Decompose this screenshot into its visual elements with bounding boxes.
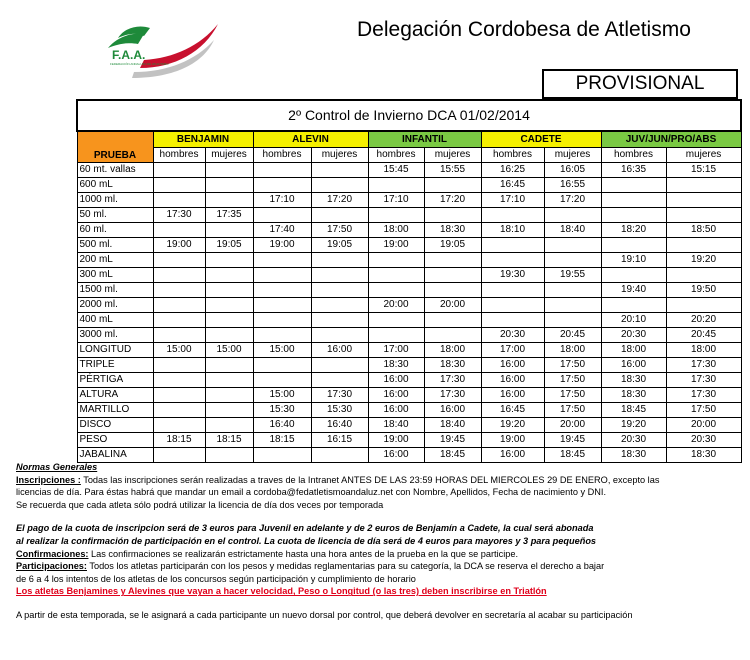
time-cell	[424, 207, 481, 222]
logo-subtext: FEDERACIÓN ANDALUZA DE ATLETISMO	[110, 62, 169, 66]
time-cell: 19:20	[666, 252, 741, 267]
time-cell	[205, 222, 253, 237]
table-row	[77, 387, 741, 402]
table-row	[77, 267, 741, 282]
time-cell: 15:30	[253, 402, 311, 417]
time-cell: 17:50	[544, 372, 601, 387]
time-cell: 15:00	[253, 387, 311, 402]
time-cell: 17:50	[544, 387, 601, 402]
sub-header-hombres: hombres	[368, 147, 424, 162]
time-cell: 18:30	[601, 447, 666, 462]
time-cell	[205, 162, 253, 177]
time-cell: 16:05	[544, 162, 601, 177]
time-cell: 18:40	[368, 417, 424, 432]
time-cell: 15:00	[205, 342, 253, 357]
time-cell	[253, 372, 311, 387]
time-cell: 16:00	[368, 447, 424, 462]
time-cell	[601, 237, 666, 252]
time-cell: 16:40	[311, 417, 368, 432]
event-name: PÉRTIGA	[77, 372, 153, 387]
time-cell: 20:10	[601, 312, 666, 327]
time-cell: 16:00	[481, 357, 544, 372]
table-row	[77, 402, 741, 417]
time-cell: 15:00	[153, 342, 205, 357]
time-cell: 17:20	[424, 192, 481, 207]
event-name: 1000 ml.	[77, 192, 153, 207]
time-cell	[153, 297, 205, 312]
time-cell: 15:45	[368, 162, 424, 177]
event-name: ALTURA	[77, 387, 153, 402]
pago-line1: El pago de la cuota de inscripcion será de 3 euros para Juvenil en adelante y de 2 euros de Benjamín a Cadete, la cual será abonada	[16, 523, 594, 534]
table-row	[77, 447, 741, 462]
category-alevin: ALEVIN	[253, 131, 368, 147]
time-cell: 18:00	[601, 342, 666, 357]
event-name: PESO	[77, 432, 153, 447]
category-benjamin: BENJAMIN	[153, 131, 253, 147]
time-cell	[544, 207, 601, 222]
time-cell: 16:25	[481, 162, 544, 177]
event-name: DISCO	[77, 417, 153, 432]
event-name: MARTILLO	[77, 402, 153, 417]
time-cell: 18:15	[205, 432, 253, 447]
time-cell: 17:50	[311, 222, 368, 237]
faa-logo	[104, 18, 220, 88]
time-cell	[153, 327, 205, 342]
time-cell	[253, 267, 311, 282]
time-cell	[481, 297, 544, 312]
time-cell	[481, 237, 544, 252]
time-cell: 15:55	[424, 162, 481, 177]
time-cell: 18:50	[666, 222, 741, 237]
time-cell: 19:30	[481, 267, 544, 282]
time-cell: 18:30	[601, 372, 666, 387]
status-label: PROVISIONAL	[575, 73, 705, 94]
table-row	[77, 177, 741, 192]
time-cell	[481, 207, 544, 222]
time-cell: 16:15	[311, 432, 368, 447]
event-name: 50 ml.	[77, 207, 153, 222]
time-cell	[205, 327, 253, 342]
time-cell	[205, 387, 253, 402]
time-cell: 18:30	[666, 447, 741, 462]
time-cell: 17:30	[153, 207, 205, 222]
time-cell	[311, 372, 368, 387]
time-cell: 18:10	[481, 222, 544, 237]
time-cell: 18:45	[544, 447, 601, 462]
time-cell: 20:00	[666, 417, 741, 432]
time-cell	[253, 282, 311, 297]
time-cell	[253, 357, 311, 372]
time-cell	[153, 372, 205, 387]
time-cell	[601, 177, 666, 192]
time-cell	[153, 357, 205, 372]
time-cell: 16:55	[544, 177, 601, 192]
time-cell: 16:00	[601, 357, 666, 372]
time-cell	[368, 327, 424, 342]
time-cell: 19:20	[481, 417, 544, 432]
sub-header-row	[77, 147, 741, 162]
general-rules	[16, 461, 736, 622]
time-cell	[153, 162, 205, 177]
time-cell	[666, 207, 741, 222]
time-cell: 17:30	[311, 387, 368, 402]
time-cell	[368, 252, 424, 267]
time-cell	[368, 207, 424, 222]
table-caption: 2º Control de Invierno DCA 01/02/2014	[77, 100, 741, 131]
time-cell: 18:00	[424, 342, 481, 357]
time-cell: 20:45	[544, 327, 601, 342]
table-row	[77, 207, 741, 222]
dorsal-notice: A partir de esta temporada, se le asignará a cada participante un nuevo dorsal por control, que deberá devolver en secretaría al acabar su participación	[16, 609, 633, 620]
time-cell: 18:40	[544, 222, 601, 237]
time-cell: 17:00	[368, 342, 424, 357]
table-row	[77, 372, 741, 387]
time-cell: 18:30	[424, 357, 481, 372]
time-cell: 16:00	[311, 342, 368, 357]
time-cell	[153, 447, 205, 462]
time-cell: 19:00	[153, 237, 205, 252]
inscripciones-line3: Se recuerda que cada atleta sólo podrá utilizar la licencia de día dos veces por temporada	[16, 499, 384, 510]
time-cell: 19:00	[481, 432, 544, 447]
time-cell	[424, 252, 481, 267]
time-cell: 19:10	[601, 252, 666, 267]
time-cell	[481, 252, 544, 267]
time-cell: 17:35	[205, 207, 253, 222]
table-row	[77, 357, 741, 372]
time-cell: 16:45	[481, 177, 544, 192]
time-cell: 16:00	[481, 372, 544, 387]
time-cell	[424, 312, 481, 327]
time-cell: 20:30	[666, 432, 741, 447]
time-cell	[544, 312, 601, 327]
time-cell	[311, 177, 368, 192]
time-cell	[424, 177, 481, 192]
time-cell	[368, 177, 424, 192]
time-cell	[253, 162, 311, 177]
time-cell	[153, 387, 205, 402]
time-cell: 20:00	[424, 297, 481, 312]
table-row	[77, 192, 741, 207]
time-cell	[424, 267, 481, 282]
time-cell: 19:40	[601, 282, 666, 297]
time-cell: 20:20	[666, 312, 741, 327]
time-cell: 19:00	[368, 237, 424, 252]
time-cell	[205, 447, 253, 462]
time-cell: 16:45	[481, 402, 544, 417]
time-cell	[311, 447, 368, 462]
time-cell: 17:00	[481, 342, 544, 357]
time-cell: 16:40	[253, 417, 311, 432]
event-name: 3000 ml.	[77, 327, 153, 342]
time-cell	[544, 282, 601, 297]
time-cell	[205, 192, 253, 207]
time-cell	[424, 282, 481, 297]
time-cell	[666, 297, 741, 312]
time-cell: 18:00	[666, 342, 741, 357]
time-cell: 17:30	[424, 372, 481, 387]
time-cell: 20:45	[666, 327, 741, 342]
time-cell	[424, 327, 481, 342]
time-cell	[153, 252, 205, 267]
time-cell: 17:50	[544, 357, 601, 372]
time-cell	[311, 267, 368, 282]
sub-header-mujeres: mujeres	[666, 147, 741, 162]
time-cell: 18:00	[544, 342, 601, 357]
event-name: 60 mt. vallas	[77, 162, 153, 177]
participaciones-line2: de 6 a 4 los intentos de los atletas de los concursos según participación y cumplimiento de horario	[16, 573, 416, 584]
time-cell: 19:05	[424, 237, 481, 252]
time-cell: 16:00	[368, 387, 424, 402]
time-cell: 18:45	[424, 447, 481, 462]
time-cell	[253, 312, 311, 327]
time-cell	[205, 372, 253, 387]
time-cell: 16:00	[368, 372, 424, 387]
time-cell: 18:30	[601, 387, 666, 402]
sub-header-hombres: hombres	[481, 147, 544, 162]
table-row	[77, 162, 741, 177]
time-cell: 20:00	[544, 417, 601, 432]
time-cell: 18:30	[424, 222, 481, 237]
event-name: 300 mL	[77, 267, 153, 282]
table-row	[77, 327, 741, 342]
time-cell	[311, 207, 368, 222]
time-cell	[205, 177, 253, 192]
time-cell: 19:00	[368, 432, 424, 447]
time-cell: 19:20	[601, 417, 666, 432]
inscripciones-text: Todas las inscripciones serán realizadas a traves de la Intranet ANTES DE LAS 23:59 HORAS DEL MIERCOLES 29 DE ENERO, excepto las	[80, 474, 660, 485]
time-cell: 20:00	[368, 297, 424, 312]
event-name: 200 mL	[77, 252, 153, 267]
sub-header-mujeres: mujeres	[544, 147, 601, 162]
event-name: LONGITUD	[77, 342, 153, 357]
event-name: JABALINA	[77, 447, 153, 462]
caption-row	[77, 100, 741, 131]
prueba-header: PRUEBA	[77, 131, 153, 162]
time-cell	[311, 252, 368, 267]
time-cell	[153, 267, 205, 282]
event-name: 2000 ml.	[77, 297, 153, 312]
time-cell: 17:30	[666, 387, 741, 402]
time-cell	[153, 177, 205, 192]
table-row	[77, 432, 741, 447]
time-cell: 20:30	[601, 432, 666, 447]
time-cell: 17:30	[666, 357, 741, 372]
time-cell	[311, 357, 368, 372]
time-cell	[368, 267, 424, 282]
time-cell: 16:00	[481, 447, 544, 462]
time-cell: 19:45	[544, 432, 601, 447]
category-cadete: CADETE	[481, 131, 601, 147]
time-cell: 19:00	[253, 237, 311, 252]
event-name: 400 mL	[77, 312, 153, 327]
time-cell: 16:00	[481, 387, 544, 402]
time-cell: 17:10	[481, 192, 544, 207]
time-cell: 15:30	[311, 402, 368, 417]
time-cell	[153, 192, 205, 207]
event-name: 600 mL	[77, 177, 153, 192]
time-cell	[311, 282, 368, 297]
time-cell: 16:00	[424, 402, 481, 417]
time-cell: 19:45	[424, 432, 481, 447]
sub-header-hombres: hombres	[253, 147, 311, 162]
time-cell	[601, 207, 666, 222]
event-name: 1500 ml.	[77, 282, 153, 297]
category-juv-jun-pro-abs: JUV/JUN/PRO/ABS	[601, 131, 741, 147]
sub-header-mujeres: mujeres	[424, 147, 481, 162]
time-cell	[311, 297, 368, 312]
time-cell	[153, 282, 205, 297]
time-cell	[153, 402, 205, 417]
time-cell	[544, 237, 601, 252]
time-cell: 20:30	[481, 327, 544, 342]
time-cell: 16:00	[368, 402, 424, 417]
time-cell: 18:15	[253, 432, 311, 447]
logo-text: F.A.A.	[112, 48, 146, 62]
time-cell	[666, 237, 741, 252]
time-cell: 17:20	[311, 192, 368, 207]
time-cell	[253, 252, 311, 267]
time-cell	[253, 207, 311, 222]
rules-heading: Normas Generales	[16, 462, 98, 472]
time-cell: 17:20	[544, 192, 601, 207]
time-cell	[153, 222, 205, 237]
participaciones-label: Participaciones:	[16, 561, 87, 572]
time-cell: 16:35	[601, 162, 666, 177]
table-row	[77, 252, 741, 267]
time-cell	[253, 447, 311, 462]
time-cell	[368, 312, 424, 327]
time-cell: 19:55	[544, 267, 601, 282]
sub-header-mujeres: mujeres	[311, 147, 368, 162]
time-cell: 19:05	[311, 237, 368, 252]
time-cell	[544, 297, 601, 312]
event-name: TRIPLE	[77, 357, 153, 372]
time-cell	[311, 162, 368, 177]
table-row	[77, 417, 741, 432]
time-cell	[481, 282, 544, 297]
time-cell	[481, 312, 544, 327]
category-infantil: INFANTIL	[368, 131, 481, 147]
time-cell	[601, 267, 666, 282]
table-row	[77, 312, 741, 327]
time-cell	[666, 267, 741, 282]
time-cell: 18:00	[368, 222, 424, 237]
time-cell: 18:15	[153, 432, 205, 447]
time-cell	[666, 192, 741, 207]
event-name: 500 ml.	[77, 237, 153, 252]
time-cell	[311, 312, 368, 327]
sub-header-hombres: hombres	[601, 147, 666, 162]
time-cell: 17:30	[424, 387, 481, 402]
time-cell: 19:50	[666, 282, 741, 297]
time-cell	[205, 417, 253, 432]
time-cell	[601, 297, 666, 312]
time-cell: 18:20	[601, 222, 666, 237]
table-row	[77, 237, 741, 252]
time-cell: 15:00	[253, 342, 311, 357]
page-title: Delegación Cordobesa de Atletismo	[357, 18, 691, 41]
table-row	[77, 342, 741, 357]
time-cell: 18:45	[601, 402, 666, 417]
sub-header-mujeres: mujeres	[205, 147, 253, 162]
time-cell: 18:30	[368, 357, 424, 372]
time-cell	[253, 297, 311, 312]
time-cell	[153, 417, 205, 432]
time-cell: 17:50	[666, 402, 741, 417]
time-cell: 17:30	[666, 372, 741, 387]
time-cell	[666, 177, 741, 192]
inscripciones-label: Inscripciones :	[16, 474, 81, 485]
sub-header-hombres: hombres	[153, 147, 205, 162]
table-row	[77, 297, 741, 312]
time-cell	[253, 327, 311, 342]
confirmaciones-text: Las confirmaciones se realizarán estrictamente hasta una hora antes de la prueba en la que se participe.	[88, 548, 519, 559]
time-cell: 17:50	[544, 402, 601, 417]
time-cell	[205, 282, 253, 297]
time-cell	[544, 252, 601, 267]
time-cell: 20:30	[601, 327, 666, 342]
status-badge	[542, 69, 738, 99]
time-cell	[205, 252, 253, 267]
time-cell	[205, 357, 253, 372]
time-cell: 18:40	[424, 417, 481, 432]
time-cell	[205, 312, 253, 327]
time-cell: 15:15	[666, 162, 741, 177]
time-cell	[153, 312, 205, 327]
time-cell: 17:40	[253, 222, 311, 237]
time-cell	[253, 177, 311, 192]
inscripciones-line2: licencias de día. Para éstas habrá que mandar un email a cordoba@fedatletismoandaluz.net con Nombre, Apellidos, Fecha de nacimiento y DNI.	[16, 487, 607, 498]
time-cell	[601, 192, 666, 207]
time-cell: 17:10	[253, 192, 311, 207]
category-row	[77, 131, 741, 147]
triatlon-notice: Los atletas Benjamines y Alevines que vayan a hacer velocidad, Peso o Longitud (o las tres) deben inscribirse en Triatlón	[16, 586, 547, 597]
time-cell	[205, 297, 253, 312]
time-cell	[205, 267, 253, 282]
table-row	[77, 282, 741, 297]
time-cell	[311, 327, 368, 342]
time-cell	[368, 282, 424, 297]
time-cell	[205, 402, 253, 417]
schedule-table	[76, 99, 742, 463]
table-row	[77, 222, 741, 237]
time-cell: 17:10	[368, 192, 424, 207]
event-name: 60 ml.	[77, 222, 153, 237]
time-cell: 19:05	[205, 237, 253, 252]
confirmaciones-label: Confirmaciones:	[16, 548, 89, 559]
participaciones-text: Todos los atletas participarán con los pesos y medidas reglamentarias para su categoría, la DCA se reserva el derecho a bajar	[86, 561, 605, 572]
pago-line2: al realizar la confirmación de participación en el control. La cuota de licencia de día será de 4 euros para mayores y 3 para pequeños	[16, 535, 597, 546]
